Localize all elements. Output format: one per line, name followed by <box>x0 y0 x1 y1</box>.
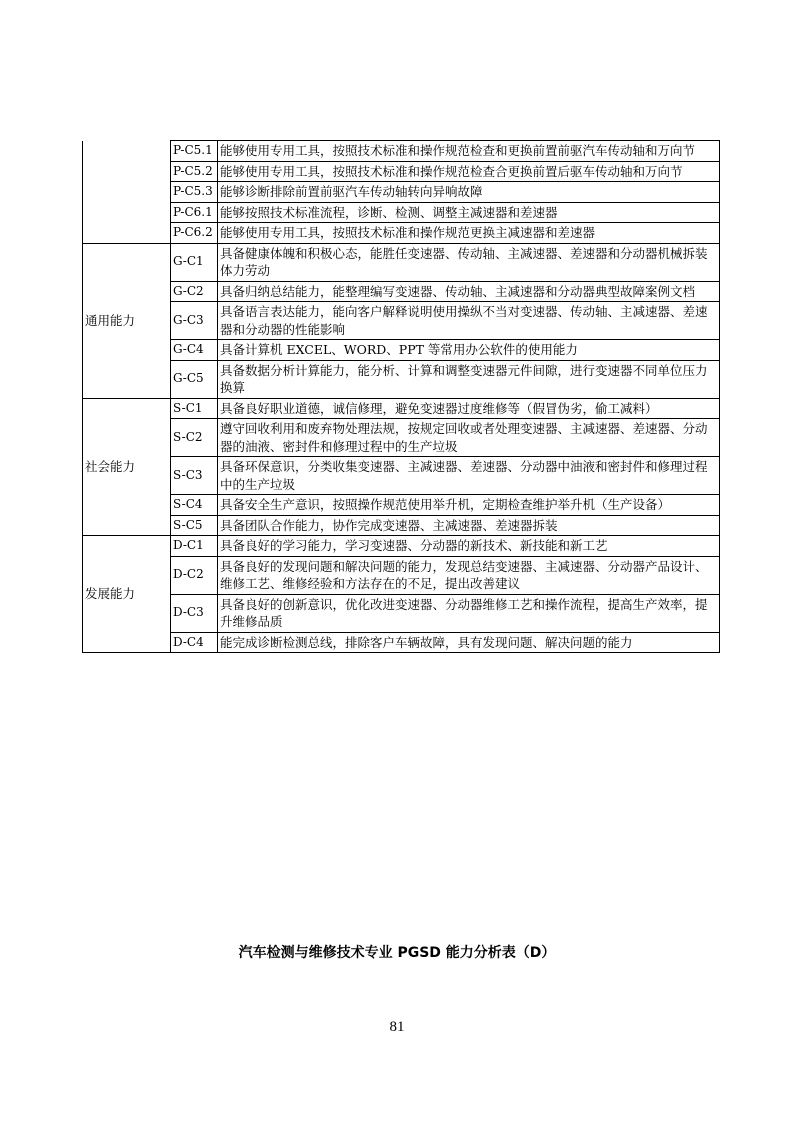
ability-code-cell: S-C3 <box>171 457 218 495</box>
ability-code-cell: P-C6.1 <box>171 202 218 223</box>
ability-description-cell: 具备数据分析计算能力，能分析、计算和调整变速器元件间隙，进行变速器不同单位压力换算 <box>218 360 720 398</box>
table-row <box>83 360 720 398</box>
ability-description-cell: 能够使用专用工具，按照技术标准和操作规范检查和更换前置前驱汽车传动轴和万向节 <box>218 141 720 162</box>
ability-code-cell: S-C4 <box>171 495 218 516</box>
ability-description-cell: 具备归纳总结能力，能整理编写变速器、传动轴、主减速器和分动器典型故障案例文档 <box>218 281 720 302</box>
ability-code-cell: D-C1 <box>171 536 218 557</box>
ability-description-cell: 能够按照技术标准流程，诊断、检测、调整主减速器和差速器 <box>218 202 720 223</box>
ability-code-cell: G-C2 <box>171 281 218 302</box>
ability-code-cell: G-C1 <box>171 243 218 281</box>
table-row <box>83 457 720 495</box>
ability-code-cell: P-C6.2 <box>171 223 218 244</box>
table-row <box>83 419 720 457</box>
table-row <box>83 141 720 162</box>
category-cell <box>83 141 171 244</box>
ability-code-cell: S-C2 <box>171 419 218 457</box>
table-row <box>83 281 720 302</box>
ability-description-cell: 具备良好的创新意识，优化改进变速器、分动器维修工艺和操作流程，提高生产效率，提升维修品质 <box>218 594 720 632</box>
page-number: 81 <box>389 1019 405 1035</box>
ability-table-body <box>83 141 720 653</box>
table-row <box>83 495 720 516</box>
table-row <box>83 161 720 182</box>
ability-code-cell: S-C5 <box>171 515 218 536</box>
table-caption: 汽车检测与维修技术专业 PGSD 能力分析表（D） <box>238 945 556 961</box>
table-row <box>83 243 720 281</box>
table-row <box>83 536 720 557</box>
ability-description-cell: 能完成诊断检测总线，排除客户车辆故障，具有发现问题、解决问题的能力 <box>218 632 720 653</box>
table-row <box>83 223 720 244</box>
table-row <box>83 594 720 632</box>
ability-code-cell: D-C4 <box>171 632 218 653</box>
ability-description-cell: 能够使用专用工具，按照技术标准和操作规范更换主减速器和差速器 <box>218 223 720 244</box>
table-row <box>83 398 720 419</box>
ability-code-cell: G-C5 <box>171 360 218 398</box>
ability-table <box>82 140 720 653</box>
table-row <box>83 202 720 223</box>
table-row <box>83 302 720 340</box>
ability-code-cell: G-C4 <box>171 340 218 361</box>
ability-description-cell: 具备良好的发现问题和解决问题的能力，发现总结变速器、主减速器、分动器产品设计、维修工艺、维修经验和方法存在的不足，提出改善建议 <box>218 556 720 594</box>
ability-description-cell: 遵守回收利用和废弃物处理法规，按规定回收或者处理变速器、主减速器、差速器、分动器的油液、密封件和修理过程中的生产垃圾 <box>218 419 720 457</box>
category-cell: 发展能力 <box>83 536 171 653</box>
ability-code-cell: D-C3 <box>171 594 218 632</box>
ability-description-cell: 具备计算机 EXCEL、WORD、PPT 等常用办公软件的使用能力 <box>218 340 720 361</box>
ability-description-cell: 能够诊断排除前置前驱汽车传动轴转向异响故障 <box>218 182 720 203</box>
ability-description-cell: 具备良好的学习能力，学习变速器、分动器的新技术、新技能和新工艺 <box>218 536 720 557</box>
ability-code-cell: S-C1 <box>171 398 218 419</box>
ability-description-cell: 具备良好职业道德，诚信修理，避免变速器过度维修等（假冒伪劣，偷工减料） <box>218 398 720 419</box>
ability-code-cell: P-C5.2 <box>171 161 218 182</box>
ability-description-cell: 具备安全生产意识，按照操作规范使用举升机，定期检查维护举升机（生产设备） <box>218 495 720 516</box>
table-row <box>83 182 720 203</box>
ability-description-cell: 能够使用专用工具，按照技术标准和操作规范检查合更换前置后驱车传动轴和万向节 <box>218 161 720 182</box>
table-row <box>83 556 720 594</box>
ability-description-cell: 具备团队合作能力，协作完成变速器、主减速器、差速器拆装 <box>218 515 720 536</box>
table-row <box>83 632 720 653</box>
ability-description-cell: 具备语言表达能力，能向客户解释说明使用操纵不当对变速器、传动轴、主减速器、差速器和分动器的性能影响 <box>218 302 720 340</box>
ability-code-cell: P-C5.3 <box>171 182 218 203</box>
category-cell: 通用能力 <box>83 243 171 398</box>
table-row <box>83 340 720 361</box>
ability-code-cell: P-C5.1 <box>171 141 218 162</box>
category-cell: 社会能力 <box>83 398 171 536</box>
ability-code-cell: G-C3 <box>171 302 218 340</box>
ability-code-cell: D-C2 <box>171 556 218 594</box>
ability-description-cell: 具备环保意识，分类收集变速器、主减速器、差速器、分动器中油液和密封件和修理过程中的生产垃圾 <box>218 457 720 495</box>
ability-description-cell: 具备健康体魄和积极心态，能胜任变速器、传动轴、主减速器、差速器和分动器机械拆装体力劳动 <box>218 243 720 281</box>
table-row <box>83 515 720 536</box>
